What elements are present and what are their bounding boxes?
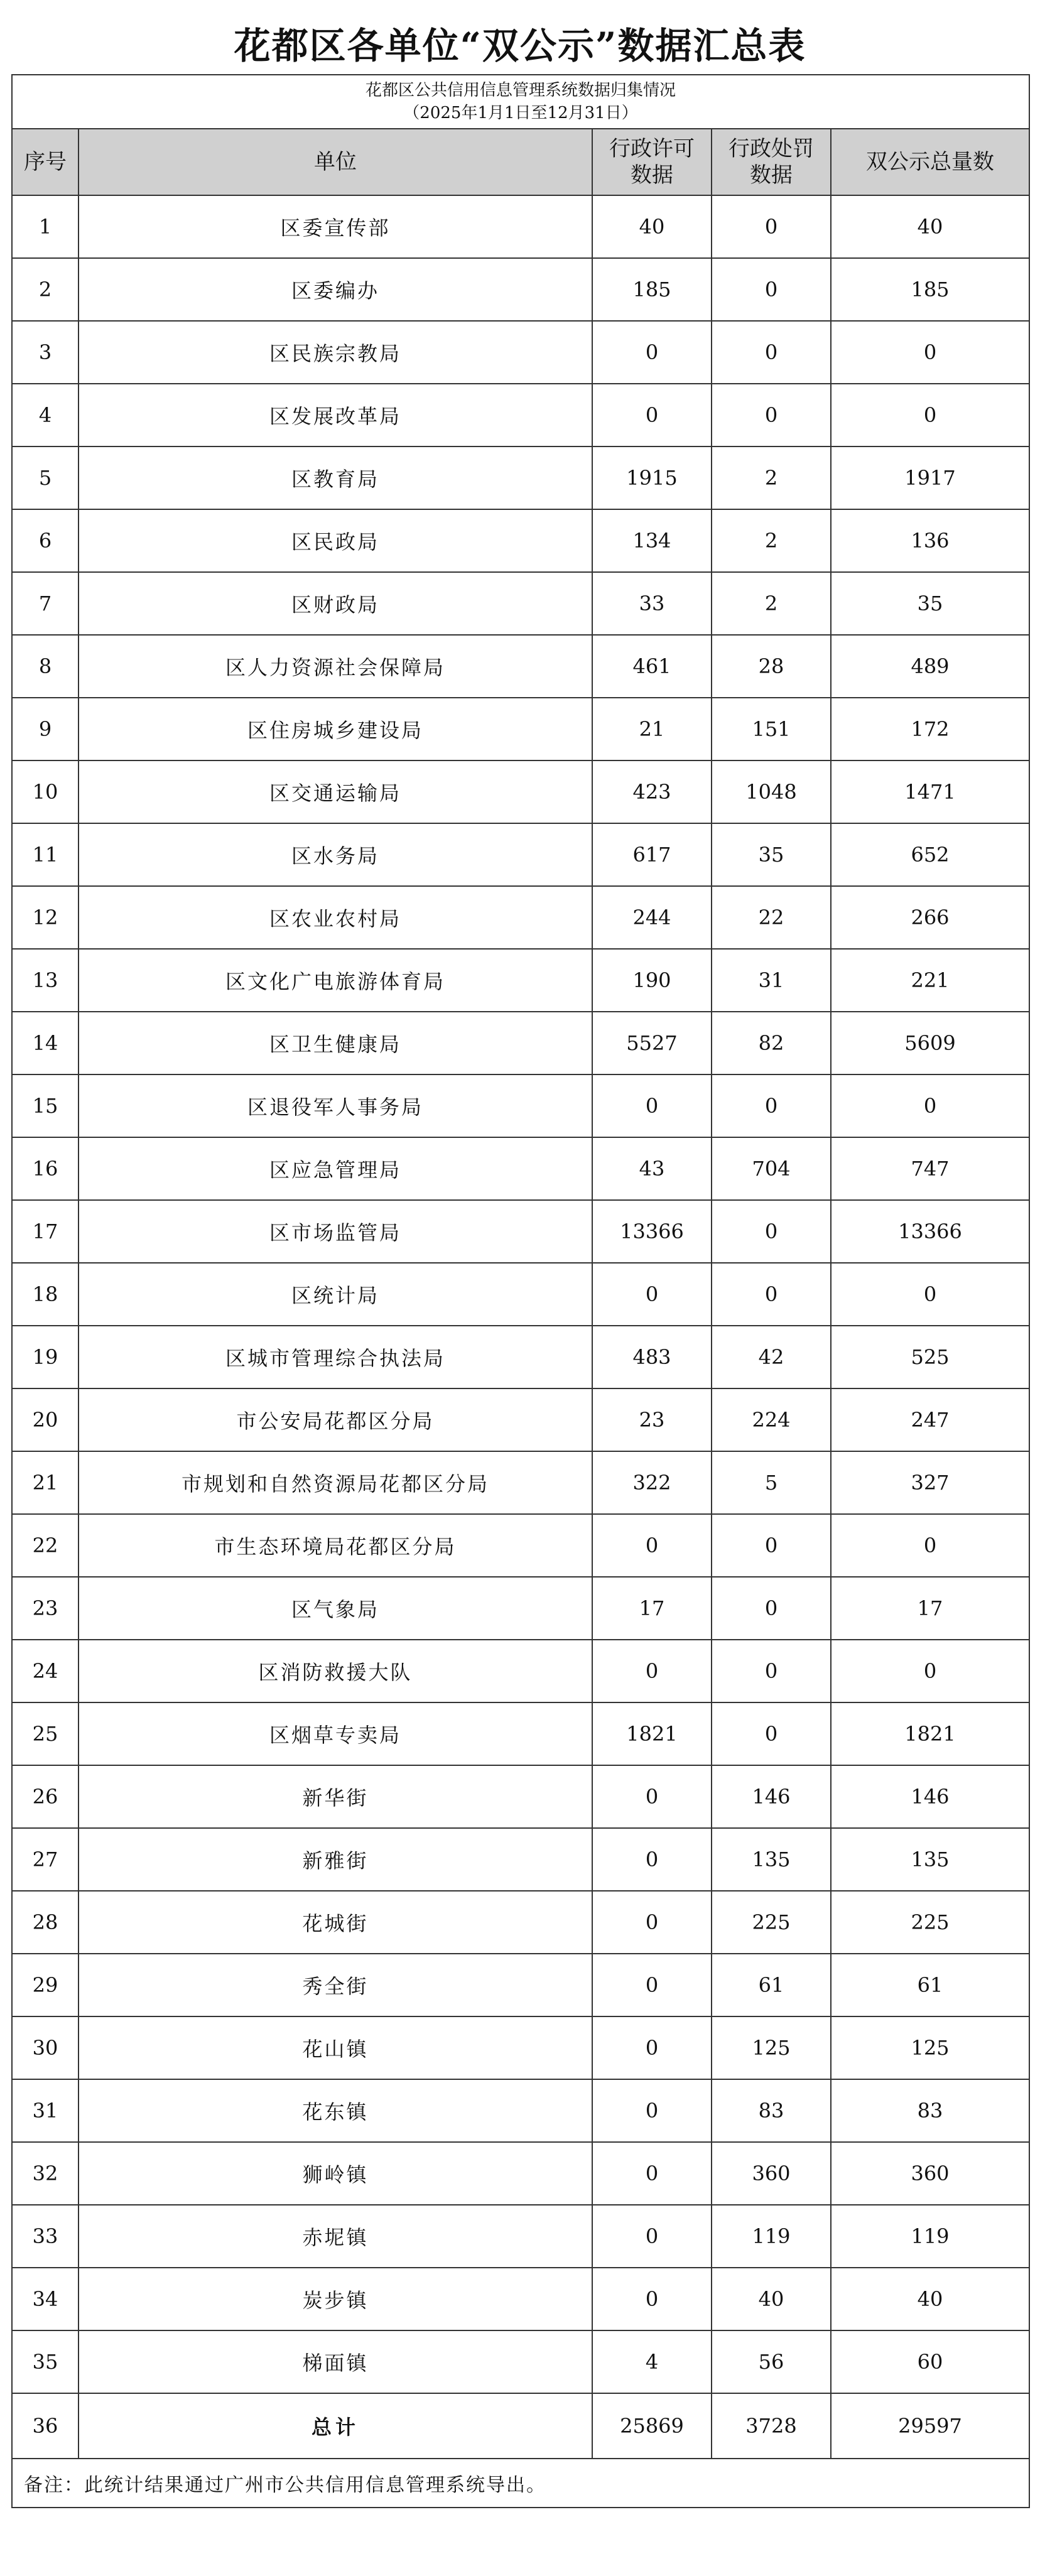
permit-count: 0 <box>592 1765 712 1828</box>
total-count: 1917 <box>831 446 1029 509</box>
table-row <box>12 1828 1029 1891</box>
penalty-count: 119 <box>712 2205 831 2268</box>
row-number: 1 <box>12 195 79 258</box>
row-number: 10 <box>12 760 79 823</box>
row-number: 13 <box>12 949 79 1012</box>
total-count: 225 <box>831 1891 1029 1954</box>
permit-count: 17 <box>592 1577 712 1640</box>
total-count: 136 <box>831 509 1029 572</box>
total-count: 29597 <box>831 2393 1029 2459</box>
row-number: 5 <box>12 446 79 509</box>
row-number: 24 <box>12 1640 79 1702</box>
total-count: 35 <box>831 572 1029 635</box>
unit-name: 区财政局 <box>79 572 592 635</box>
total-count: 0 <box>831 1514 1029 1577</box>
table-row <box>12 509 1029 572</box>
permit-count: 1821 <box>592 1702 712 1765</box>
unit-name: 炭步镇 <box>79 2268 592 2330</box>
unit-name: 区退役军人事务局 <box>79 1074 592 1137</box>
header-penalty <box>712 129 831 195</box>
unit-name: 区人力资源社会保障局 <box>79 635 592 698</box>
permit-count: 0 <box>592 1514 712 1577</box>
total-count: 360 <box>831 2142 1029 2205</box>
permit-count: 0 <box>592 321 712 384</box>
table-row <box>12 1326 1029 1388</box>
unit-name: 秀全街 <box>79 1954 592 2016</box>
total-count: 221 <box>831 949 1029 1012</box>
note-row <box>12 2459 1029 2508</box>
penalty-count: 3728 <box>712 2393 831 2459</box>
unit-name: 区烟草专卖局 <box>79 1702 592 1765</box>
total-count: 83 <box>831 2079 1029 2142</box>
unit-name: 区应急管理局 <box>79 1137 592 1200</box>
row-number: 2 <box>12 258 79 321</box>
permit-count: 1915 <box>592 446 712 509</box>
permit-count: 33 <box>592 572 712 635</box>
penalty-count: 704 <box>712 1137 831 1200</box>
permit-count: 23 <box>592 1388 712 1451</box>
penalty-count: 224 <box>712 1388 831 1451</box>
total-count: 0 <box>831 321 1029 384</box>
permit-count: 0 <box>592 384 712 446</box>
permit-count: 244 <box>592 886 712 949</box>
penalty-count: 28 <box>712 635 831 698</box>
permit-count: 0 <box>592 1954 712 2016</box>
table-row <box>12 1577 1029 1640</box>
penalty-count: 225 <box>712 1891 831 1954</box>
table-row <box>12 949 1029 1012</box>
unit-name: 花城街 <box>79 1891 592 1954</box>
penalty-count: 0 <box>712 384 831 446</box>
total-count: 247 <box>831 1388 1029 1451</box>
row-number: 7 <box>12 572 79 635</box>
table-row <box>12 446 1029 509</box>
penalty-count: 5 <box>712 1451 831 1514</box>
permit-count: 25869 <box>592 2393 712 2459</box>
total-count: 1821 <box>831 1702 1029 1765</box>
permit-count: 0 <box>592 2142 712 2205</box>
total-count: 60 <box>831 2330 1029 2393</box>
row-number: 35 <box>12 2330 79 2393</box>
penalty-count: 82 <box>712 1012 831 1074</box>
permit-count: 0 <box>592 1891 712 1954</box>
table-row <box>12 1012 1029 1074</box>
row-number: 36 <box>12 2393 79 2459</box>
penalty-count: 56 <box>712 2330 831 2393</box>
row-number: 8 <box>12 635 79 698</box>
row-number: 34 <box>12 2268 79 2330</box>
table-row <box>12 1891 1029 1954</box>
total-count: 0 <box>831 1263 1029 1326</box>
table-subtitle <box>12 75 1029 129</box>
table-row <box>12 1640 1029 1702</box>
unit-name: 区城市管理综合执法局 <box>79 1326 592 1388</box>
note-text: 备注：此统计结果通过广州市公共信用信息管理系统导出。 <box>12 2459 1029 2508</box>
table-row <box>12 760 1029 823</box>
unit-name: 区文化广电旅游体育局 <box>79 949 592 1012</box>
unit-name: 区委宣传部 <box>79 195 592 258</box>
unit-name: 狮岭镇 <box>79 2142 592 2205</box>
penalty-count: 360 <box>712 2142 831 2205</box>
table-row <box>12 195 1029 258</box>
penalty-count: 0 <box>712 1514 831 1577</box>
total-count: 525 <box>831 1326 1029 1388</box>
penalty-count: 40 <box>712 2268 831 2330</box>
total-count: 172 <box>831 698 1029 760</box>
table-row <box>12 635 1029 698</box>
penalty-count: 31 <box>712 949 831 1012</box>
row-number: 28 <box>12 1891 79 1954</box>
document-title: 花都区各单位“双公示”数据汇总表 <box>234 24 806 67</box>
penalty-count: 151 <box>712 698 831 760</box>
row-number: 22 <box>12 1514 79 1577</box>
permit-count: 0 <box>592 1074 712 1137</box>
table-header-row <box>12 129 1029 195</box>
permit-count: 134 <box>592 509 712 572</box>
row-number: 27 <box>12 1828 79 1891</box>
permit-count: 0 <box>592 2205 712 2268</box>
penalty-count: 0 <box>712 1702 831 1765</box>
permit-count: 322 <box>592 1451 712 1514</box>
row-number: 9 <box>12 698 79 760</box>
penalty-count: 2 <box>712 572 831 635</box>
unit-name: 区交通运输局 <box>79 760 592 823</box>
total-count: 0 <box>831 1640 1029 1702</box>
subtitle-line-2: （2025年1月1日至12月31日） <box>403 104 638 122</box>
table-row <box>12 823 1029 886</box>
unit-name: 区教育局 <box>79 446 592 509</box>
penalty-count: 61 <box>712 1954 831 2016</box>
table-row <box>12 2142 1029 2205</box>
header-penalty-line-1: 行政处罚 <box>729 136 814 161</box>
summary-table <box>11 74 1030 2508</box>
total-count: 266 <box>831 886 1029 949</box>
header-permit-line-1: 行政许可 <box>609 136 695 161</box>
table-row <box>12 1074 1029 1137</box>
unit-name: 区水务局 <box>79 823 592 886</box>
table-row <box>12 1765 1029 1828</box>
table-subtitle-row <box>12 75 1029 129</box>
penalty-count: 42 <box>712 1326 831 1388</box>
permit-count: 4 <box>592 2330 712 2393</box>
total-count: 40 <box>831 2268 1029 2330</box>
permit-count: 0 <box>592 1263 712 1326</box>
total-count: 489 <box>831 635 1029 698</box>
table-row <box>12 258 1029 321</box>
header-unit: 单位 <box>79 129 592 195</box>
unit-name: 总计 <box>79 2393 592 2459</box>
penalty-count: 0 <box>712 1074 831 1137</box>
total-count: 5609 <box>831 1012 1029 1074</box>
header-permit-line-2: 数据 <box>631 163 673 188</box>
permit-count: 617 <box>592 823 712 886</box>
permit-count: 0 <box>592 1828 712 1891</box>
row-number: 12 <box>12 886 79 949</box>
table-row <box>12 1451 1029 1514</box>
header-penalty-line-2: 数据 <box>750 163 793 188</box>
table-row <box>12 2016 1029 2079</box>
row-number: 31 <box>12 2079 79 2142</box>
row-number: 33 <box>12 2205 79 2268</box>
total-count: 0 <box>831 1074 1029 1137</box>
row-number: 23 <box>12 1577 79 1640</box>
row-number: 21 <box>12 1451 79 1514</box>
table-row <box>12 2079 1029 2142</box>
permit-count: 13366 <box>592 1200 712 1263</box>
total-count: 0 <box>831 384 1029 446</box>
penalty-count: 1048 <box>712 760 831 823</box>
header-no: 序号 <box>12 129 79 195</box>
table-row <box>12 1200 1029 1263</box>
row-number: 20 <box>12 1388 79 1451</box>
total-count: 747 <box>831 1137 1029 1200</box>
table-row <box>12 1954 1029 2016</box>
permit-count: 185 <box>592 258 712 321</box>
total-count: 185 <box>831 258 1029 321</box>
total-count: 17 <box>831 1577 1029 1640</box>
table-row <box>12 1514 1029 1577</box>
table-row <box>12 1137 1029 1200</box>
total-count: 61 <box>831 1954 1029 2016</box>
penalty-count: 2 <box>712 446 831 509</box>
table-row <box>12 1263 1029 1326</box>
unit-name: 区发展改革局 <box>79 384 592 446</box>
total-count: 146 <box>831 1765 1029 1828</box>
total-count: 652 <box>831 823 1029 886</box>
penalty-count: 83 <box>712 2079 831 2142</box>
table-row <box>12 2205 1029 2268</box>
table-row <box>12 321 1029 384</box>
row-number: 11 <box>12 823 79 886</box>
table-row <box>12 1702 1029 1765</box>
table-row <box>12 1388 1029 1451</box>
permit-count: 43 <box>592 1137 712 1200</box>
subtitle-line-1: 花都区公共信用信息管理系统数据归集情况 <box>365 81 676 100</box>
penalty-count: 0 <box>712 1577 831 1640</box>
unit-name: 区消防救援大队 <box>79 1640 592 1702</box>
permit-count: 190 <box>592 949 712 1012</box>
summary-document <box>11 11 1029 2508</box>
header-permit <box>592 129 712 195</box>
permit-count: 423 <box>592 760 712 823</box>
unit-name: 区统计局 <box>79 1263 592 1326</box>
permit-count: 0 <box>592 1640 712 1702</box>
row-number: 6 <box>12 509 79 572</box>
row-number: 4 <box>12 384 79 446</box>
row-number: 25 <box>12 1702 79 1765</box>
total-row <box>12 2393 1029 2459</box>
total-count: 125 <box>831 2016 1029 2079</box>
row-number: 16 <box>12 1137 79 1200</box>
penalty-count: 125 <box>712 2016 831 2079</box>
unit-name: 花山镇 <box>79 2016 592 2079</box>
unit-name: 区市场监管局 <box>79 1200 592 1263</box>
row-number: 17 <box>12 1200 79 1263</box>
unit-name: 区民政局 <box>79 509 592 572</box>
table-row <box>12 384 1029 446</box>
total-count: 13366 <box>831 1200 1029 1263</box>
row-number: 30 <box>12 2016 79 2079</box>
unit-name: 市规划和自然资源局花都区分局 <box>79 1451 592 1514</box>
row-number: 15 <box>12 1074 79 1137</box>
table-row <box>12 698 1029 760</box>
unit-name: 新华街 <box>79 1765 592 1828</box>
penalty-count: 135 <box>712 1828 831 1891</box>
row-number: 29 <box>12 1954 79 2016</box>
table-row <box>12 886 1029 949</box>
permit-count: 0 <box>592 2079 712 2142</box>
penalty-count: 0 <box>712 258 831 321</box>
header-total: 双公示总量数 <box>831 129 1029 195</box>
unit-name: 梯面镇 <box>79 2330 592 2393</box>
unit-name: 区民族宗教局 <box>79 321 592 384</box>
permit-count: 21 <box>592 698 712 760</box>
unit-name: 区气象局 <box>79 1577 592 1640</box>
row-number: 3 <box>12 321 79 384</box>
row-number: 32 <box>12 2142 79 2205</box>
penalty-count: 0 <box>712 321 831 384</box>
penalty-count: 0 <box>712 1640 831 1702</box>
row-number: 26 <box>12 1765 79 1828</box>
permit-count: 0 <box>592 2268 712 2330</box>
total-count: 40 <box>831 195 1029 258</box>
row-number: 19 <box>12 1326 79 1388</box>
unit-name: 市生态环境局花都区分局 <box>79 1514 592 1577</box>
row-number: 18 <box>12 1263 79 1326</box>
penalty-count: 22 <box>712 886 831 949</box>
unit-name: 区委编办 <box>79 258 592 321</box>
penalty-count: 2 <box>712 509 831 572</box>
penalty-count: 0 <box>712 195 831 258</box>
permit-count: 5527 <box>592 1012 712 1074</box>
total-count: 135 <box>831 1828 1029 1891</box>
unit-name: 区农业农村局 <box>79 886 592 949</box>
total-count: 327 <box>831 1451 1029 1514</box>
unit-name: 区卫生健康局 <box>79 1012 592 1074</box>
unit-name: 区住房城乡建设局 <box>79 698 592 760</box>
table-row <box>12 572 1029 635</box>
permit-count: 40 <box>592 195 712 258</box>
permit-count: 461 <box>592 635 712 698</box>
unit-name: 赤坭镇 <box>79 2205 592 2268</box>
table-row <box>12 2330 1029 2393</box>
permit-count: 483 <box>592 1326 712 1388</box>
penalty-count: 146 <box>712 1765 831 1828</box>
total-count: 119 <box>831 2205 1029 2268</box>
penalty-count: 0 <box>712 1200 831 1263</box>
penalty-count: 0 <box>712 1263 831 1326</box>
unit-name: 新雅街 <box>79 1828 592 1891</box>
row-number: 14 <box>12 1012 79 1074</box>
total-count: 1471 <box>831 760 1029 823</box>
permit-count: 0 <box>592 2016 712 2079</box>
penalty-count: 35 <box>712 823 831 886</box>
unit-name: 市公安局花都区分局 <box>79 1388 592 1451</box>
unit-name: 花东镇 <box>79 2079 592 2142</box>
table-row <box>12 2268 1029 2330</box>
